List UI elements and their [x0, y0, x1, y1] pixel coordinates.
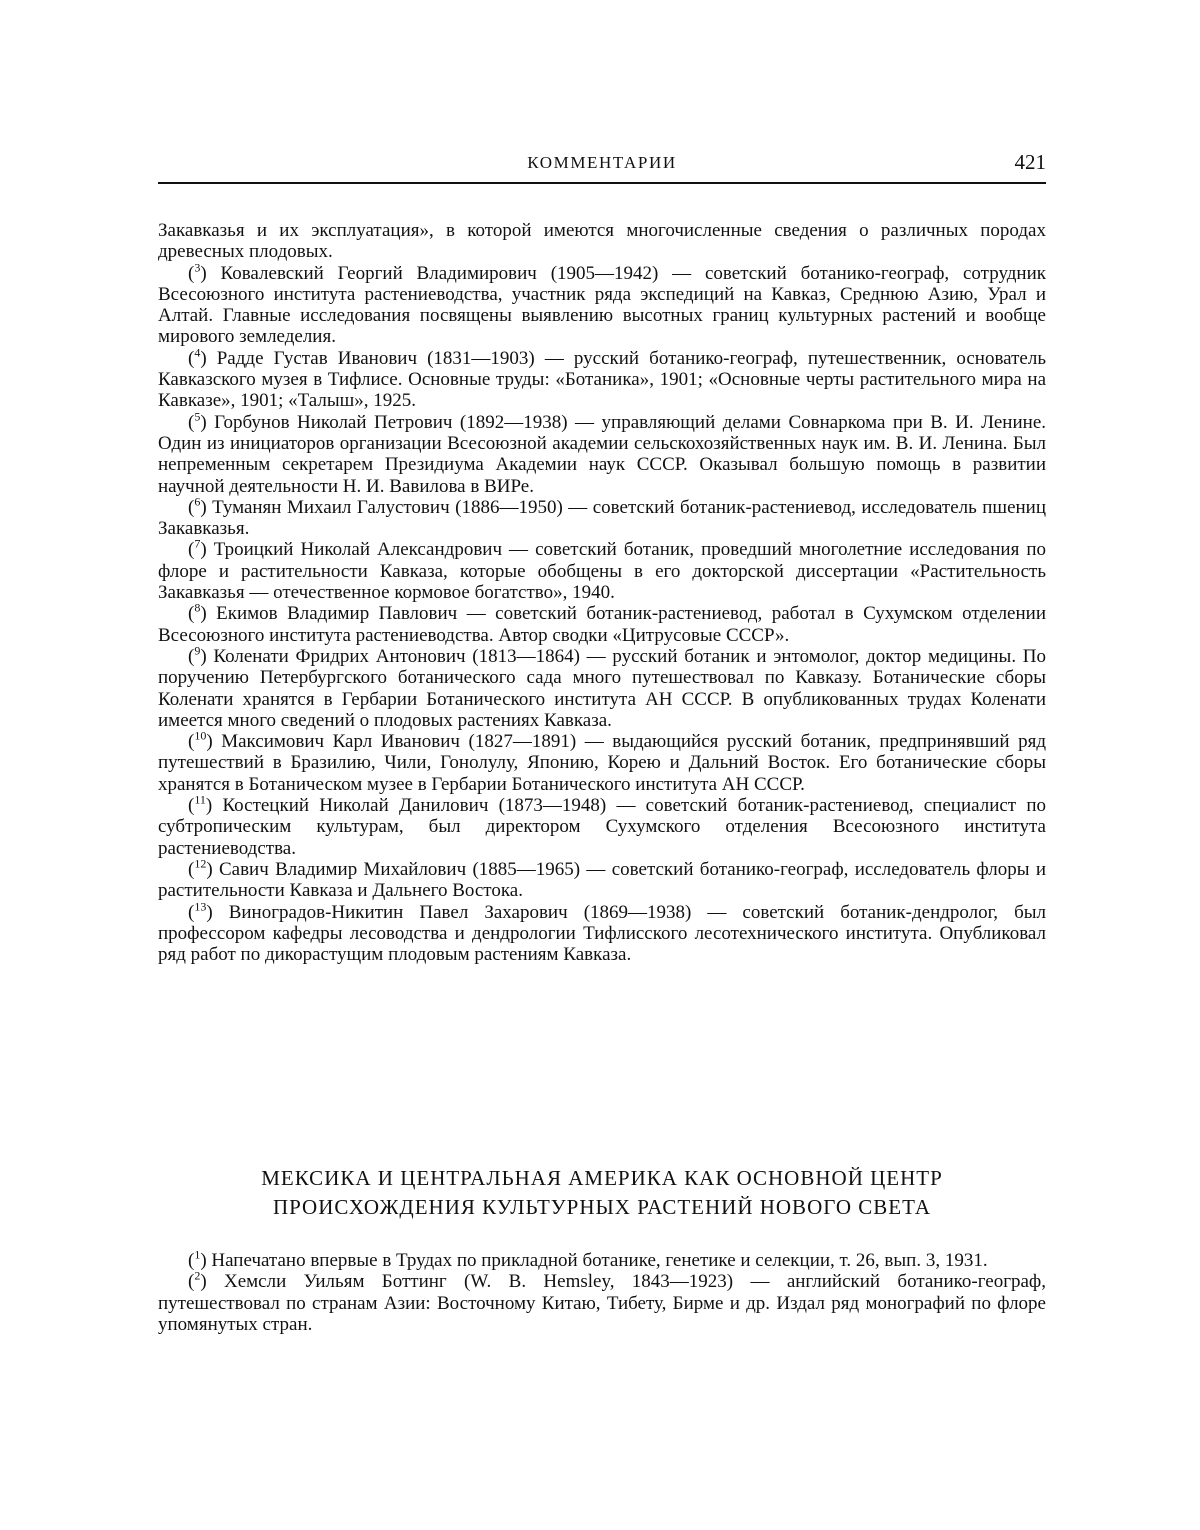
note-7: ($^7$) Троицкий Николай Александрович — советский ботаник, проведший многолетние исследования по флоре и растительности Кавказа, которые обобщены в его докторской диссертации «Растительность Закавказья — отечественное кормовое богатство», 1940.	[158, 537, 1046, 604]
note-text: Напечатано впервые в Трудах по прикладной ботанике, генетике и селекции, т. 26, вып. 3, 1931.	[211, 1250, 988, 1271]
note-ref: 13	[194, 899, 207, 914]
note-4: ($^4$) Радде Густав Иванович (1831—1903) — русский ботанико-географ, путешественник, основатель Кавказского музея в Тифлисе. Основные труды: «Ботаника», 1901; «Основные черты растительного мира на Кавказе», 1901; «Талыш», 1925.	[158, 345, 1046, 412]
section-note-2: ($^2$) Хемсли Уильям Боттинг (W. B. Hemsley, 1843—1923) — английский ботанико-географ, путешествовал по странам Азии: Восточному Китаю, Тибету, Бирме и др. Издал ряд монографий по флоре упомянутых стран.	[158, 1268, 1046, 1335]
note-text: Троицкий Николай Александрович — советский ботаник, проведший многолетние исследования по флоре и растительности Кавказа, которые обобщены в его докторской диссертации «Растительность Закавказья — отечественное кормовое богатство», 1940.	[158, 539, 1046, 604]
running-head	[158, 150, 1046, 184]
note-text: Максимович Карл Иванович (1827—1891) — выдающийся русский ботаник, предпринявший ряд путешествий в Бразилию, Чили, Гонолулу, Японию, Корею и Дальний Восток. Его ботанические сборы хранятся в Ботаническом музее в Гербарии Ботанического института АН СССР.	[158, 731, 1046, 795]
note-ref: 6	[194, 494, 201, 509]
note-text: Савич Владимир Михайлович (1885—1965) — советский ботанико-географ, исследователь флоры и растительности Кавказа и Дальнего Востока.	[158, 858, 1046, 902]
note-ref: 11	[194, 792, 206, 807]
note-ref: 3	[194, 260, 201, 275]
note-text: Закавказья и их эксплуатация», в которой имеются многочисленные сведения о различных породах древесных плодовых.	[158, 220, 1046, 263]
note-ref: 4	[194, 345, 201, 360]
note-text: Виноградов-Никитин Павел Захарович (1869—1938) — советский ботаник-дендролог, был профессором кафедры лесоводства и дендрологии Тифлисского лесотехнического института. Опубликовал ряд работ по дикорастущим плодовым растениям Кавказа.	[158, 901, 1047, 966]
note-ref: 7	[194, 537, 201, 552]
section-note-1: ($^1$) Напечатано впервые в Трудах по прикладной ботанике, генетике и селекции, т. 26, вып. 3, 1931.	[188, 1247, 988, 1271]
note-13: ($^{13}$) Виноградов-Никитин Павел Захарович (1869—1938) — советский ботаник-дендролог, был профессором кафедры лесоводства и дендрологии Тифлисского лесотехнического института. Опубликовал ряд работ по дикорастущим плодовым растениям Кавказа.	[158, 899, 1047, 966]
note-text: Хемсли Уильям Боттинг (W. B. Hemsley, 1843—1923) — английский ботанико-географ, путешествовал по странам Азии: Восточному Китаю, Тибету, Бирме и др. Издал ряд монографий по флоре упомянутых стран.	[158, 1271, 1046, 1335]
note-6: ($^6$) Туманян Михаил Галустович (1886—1950) — советский ботаник-растениевод, исследователь пшениц Закавказья.	[158, 494, 1047, 540]
note-ref: 12	[194, 856, 207, 871]
note-ref: 9	[194, 643, 201, 658]
note-text: Радде Густав Иванович (1831—1903) — русский ботанико-географ, путешественник, основатель Кавказского музея в Тифлисе. Основные труды: «Ботаника», 1901; «Основные черты растительного мира на Кавказе», 1901; «Талыш», 1925.	[158, 347, 1046, 412]
note-11: ($^{11}$) Костецкий Николай Данилович (1873—1948) — советский ботаник-растениевод, специалист по субтропическим культурам, был директором Сухумского отделения Всесоюзного института растениеводства.	[158, 792, 1046, 859]
note-text: Екимов Владимир Павлович — советский ботаник-растениевод, работал в Сухумском отделении Всесоюзного института растениеводства. Автор сводки «Цитрусовые СССР».	[158, 603, 1046, 646]
note-ref: 5	[194, 409, 201, 424]
note-9: ($^9$) Коленати Фридрих Антонович (1813—1864) — русский ботаник и энтомолог, доктор медицины. По поручению Петербургского ботанического сада много путешествовал по Кавказу. Ботанические сборы Коленати хранятся в Гербарии Ботанического института АН СССР. В опубликованных трудах Коленати имеется много сведений о плодовых растениях Кавказа.	[158, 643, 1046, 731]
page-number: 421	[1014, 150, 1046, 174]
note-text: Ковалевский Георгий Владимирович (1905—1942) — советский ботанико-географ, сотрудник Всесоюзного института растениеводства, участник ряда экспедиций на Кавказ, Среднюю Азию, Урал и Алтай. Главные исследования посвящены выявлению высотных границ культурных растений и вообще мирового земледелия.	[158, 262, 1046, 348]
note-3: ($^3$) Ковалевский Георгий Владимирович (1905—1942) — советский ботанико-географ, сотрудник Всесоюзного института растениеводства, участник ряда экспедиций на Кавказ, Среднюю Азию, Урал и Алтай. Главные исследования посвящены выявлению высотных границ культурных растений и вообще мирового земледелия.	[158, 260, 1046, 348]
note-ref: 10	[194, 728, 207, 743]
note-ref: 2	[194, 1268, 201, 1283]
running-title: КОММЕНТАРИИ	[527, 153, 677, 172]
note-ref: 8	[194, 601, 201, 616]
note-8: ($^8$) Екимов Владимир Павлович — советский ботаник-растениевод, работал в Сухумском отделении Всесоюзного института растениеводства. Автор сводки «Цитрусовые СССР».	[158, 601, 1046, 646]
section-title-line: ПРОИСХОЖДЕНИЯ КУЛЬТУРНЫХ РАСТЕНИЙ НОВОГО СВЕТА	[272, 1195, 932, 1219]
section-title-line: МЕКСИКА И ЦЕНТРАЛЬНАЯ АМЕРИКА КАК ОСНОВНОЙ ЦЕНТР	[261, 1166, 943, 1190]
note-text: Костецкий Николай Данилович (1873—1948) — советский ботаник-растениевод, специалист по субтропическим культурам, был директором Сухумского отделения Всесоюзного института растениеводства.	[158, 795, 1046, 859]
commentary-notes	[158, 220, 1046, 965]
note-continuation	[158, 220, 1046, 263]
note-text: Туманян Михаил Галустович (1886—1950) — советский ботаник-растениевод, исследователь пшениц Закавказья.	[158, 496, 1047, 540]
note-12: ($^{12}$) Савич Владимир Михайлович (1885—1965) — советский ботанико-географ, исследователь флоры и растительности Кавказа и Дальнего Востока.	[158, 856, 1046, 902]
note-10: ($^{10}$) Максимович Карл Иванович (1827—1891) — выдающийся русский ботаник, предпринявший ряд путешествий в Бразилию, Чили, Гонолулу, Японию, Корею и Дальний Восток. Его ботанические сборы хранятся в Ботаническом музее в Гербарии Ботанического института АН СССР.	[158, 728, 1046, 795]
section-title	[158, 1164, 1046, 1222]
note-ref: 1	[194, 1247, 201, 1262]
section-notes	[158, 1247, 1046, 1335]
note-5: ($^5$) Горбунов Николай Петрович (1892—1938) — управляющий делами Совнаркома при В. И. Ленине. Один из инициаторов организации Всесоюзной академии сельскохозяйственных наук им. В. И. Ленина. Был непременным секретарем Президиума Академии наук СССР. Оказывал большую помощь в развитии научной деятельности Н. И. Вавилова в ВИРе.	[158, 409, 1046, 497]
note-text: Горбунов Николай Петрович (1892—1938) — управляющий делами Совнаркома при В. И. Ленине. Один из инициаторов организации Всесоюзной академии сельскохозяйственных наук им. В. И. Ленина. Был непременным секретарем Президиума Академии наук СССР. Оказывал большую помощь в развитии научной деятельности Н. И. Вавилова в ВИРе.	[158, 411, 1046, 497]
note-text: Коленати Фридрих Антонович (1813—1864) — русский ботаник и энтомолог, доктор медицины. По поручению Петербургского ботанического сада много путешествовал по Кавказу. Ботанические сборы Коленати хранятся в Гербарии Ботанического института АН СССР. В опубликованных трудах Коленати имеется много сведений о плодовых растениях Кавказа.	[158, 645, 1046, 731]
